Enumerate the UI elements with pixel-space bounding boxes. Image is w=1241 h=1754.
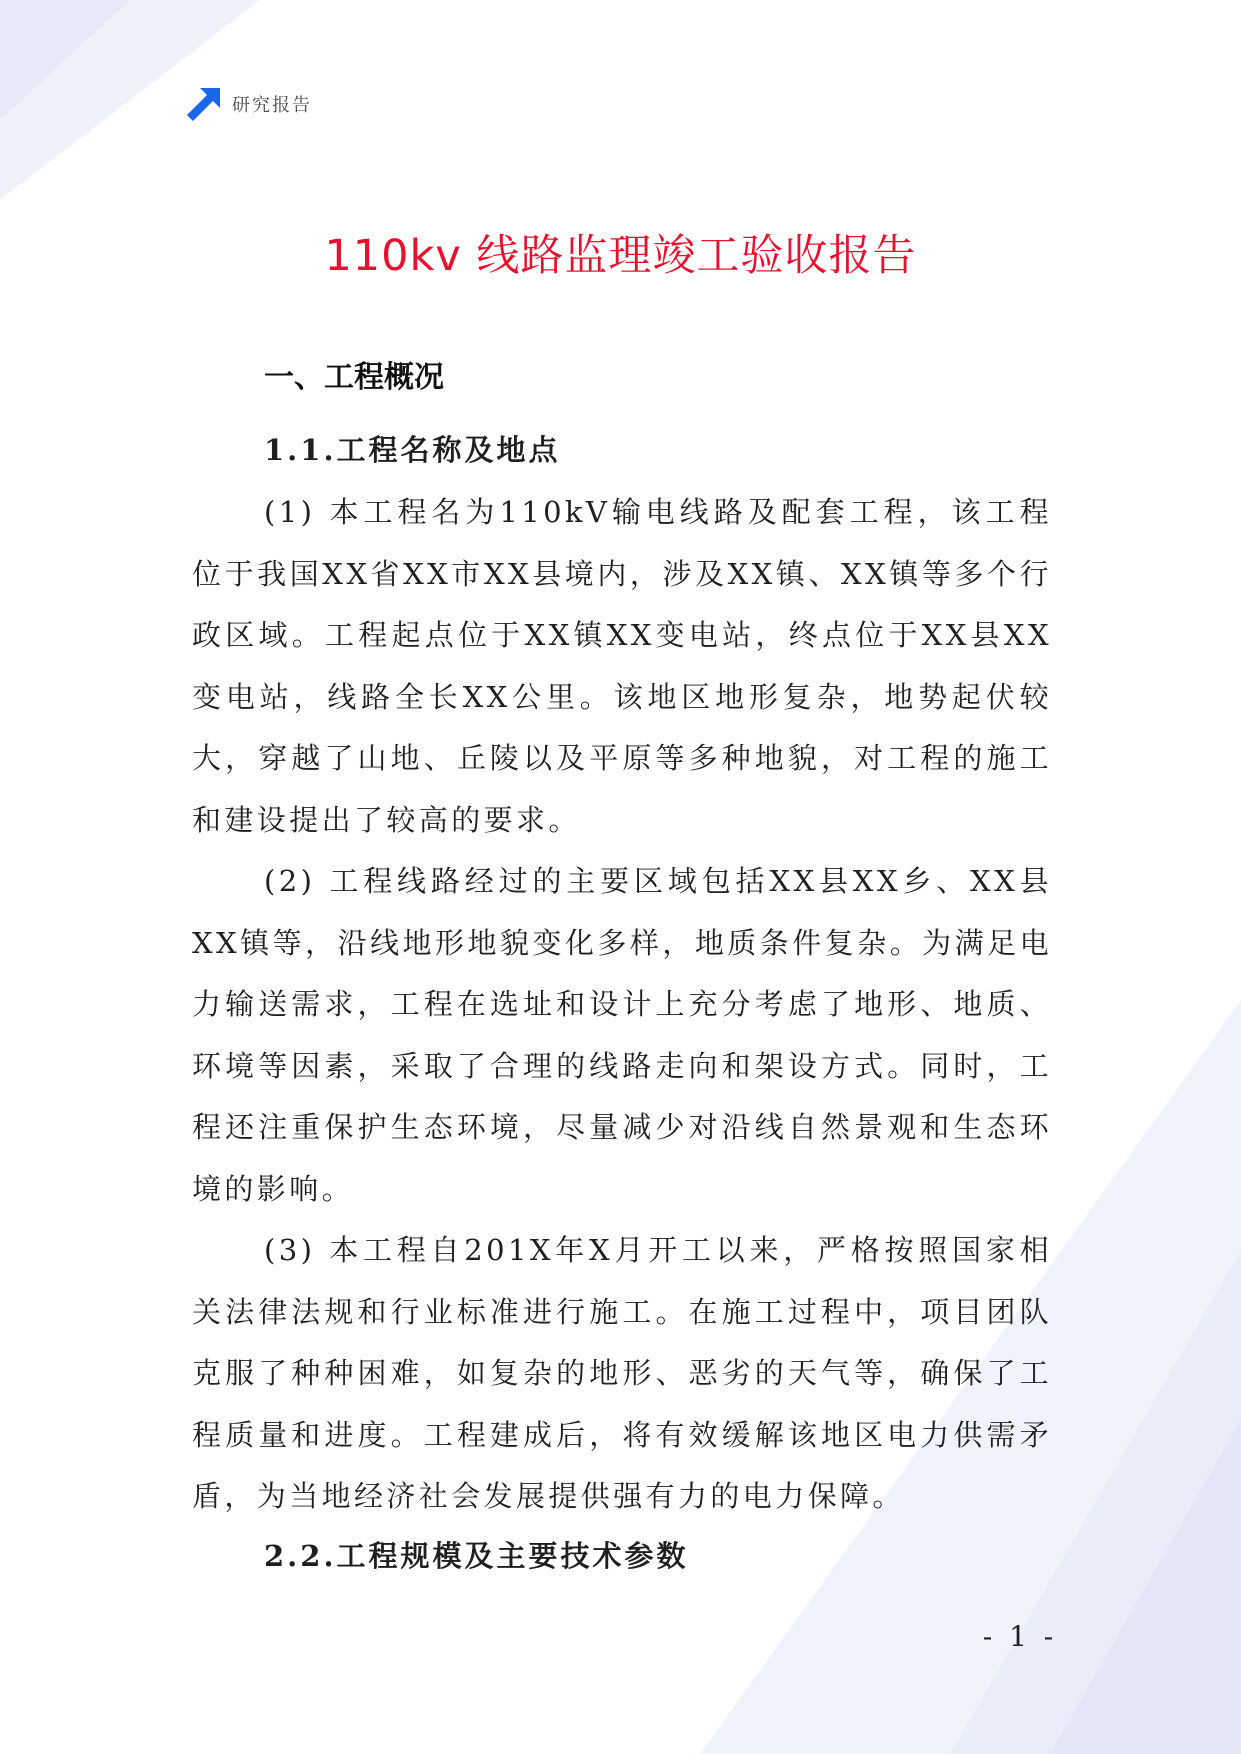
- paragraph: (2) 工程线路经过的主要区域包括XX县XX乡、XX县XX镇等，沿线地形地貌变化多样，地质条件复杂。为满足电力输送需求，工程在选址和设计上充分考虑了地形、地质、环境等因素，采取了合理的线路走向和架设方式。同时，工程还注重保护生态环境，尽量减少对沿线自然景观和生态环境的影响。: [192, 864, 1052, 1206]
- paragraph: (3) 本工程自201X年X月开工以来，严格按照国家相关法律法规和行业标准进行施工。在施工过程中，项目团队克服了种种困难，如复杂的地形、恶劣的天气等，确保了工程质量和进度。工程建成后，将有效缓解该地区电力供需矛盾，为当地经济社会发展提供强有力的电力保障。: [192, 1233, 1052, 1513]
- document-title: 110kv 线路监理竣工验收报告: [324, 231, 917, 281]
- document-body: [192, 358, 1052, 1588]
- page-number: - 1 -: [982, 1620, 1058, 1653]
- arrow-up-right-icon: [186, 86, 222, 122]
- subsection-heading: 1.1.工程名称及地点: [264, 433, 561, 467]
- page-header: [186, 86, 312, 122]
- section-heading: 一、工程概况: [264, 360, 444, 395]
- header-label: 研究报告: [232, 95, 312, 116]
- subsection-heading: 2.2.工程规模及主要技术参数: [264, 1538, 689, 1573]
- paragraph: (1) 本工程名为110kV输电线路及配套工程，该工程位于我国XX省XX市XX县境内，涉及XX镇、XX镇等多个行政区域。工程起点位于XX镇XX变电站，终点位于XX县XX变电站，线路全长XX公里。该地区地形复杂，地势起伏较大，穿越了山地、丘陵以及平原等多种地貌，对工程的施工和建设提出了较高的要求。: [192, 495, 1052, 837]
